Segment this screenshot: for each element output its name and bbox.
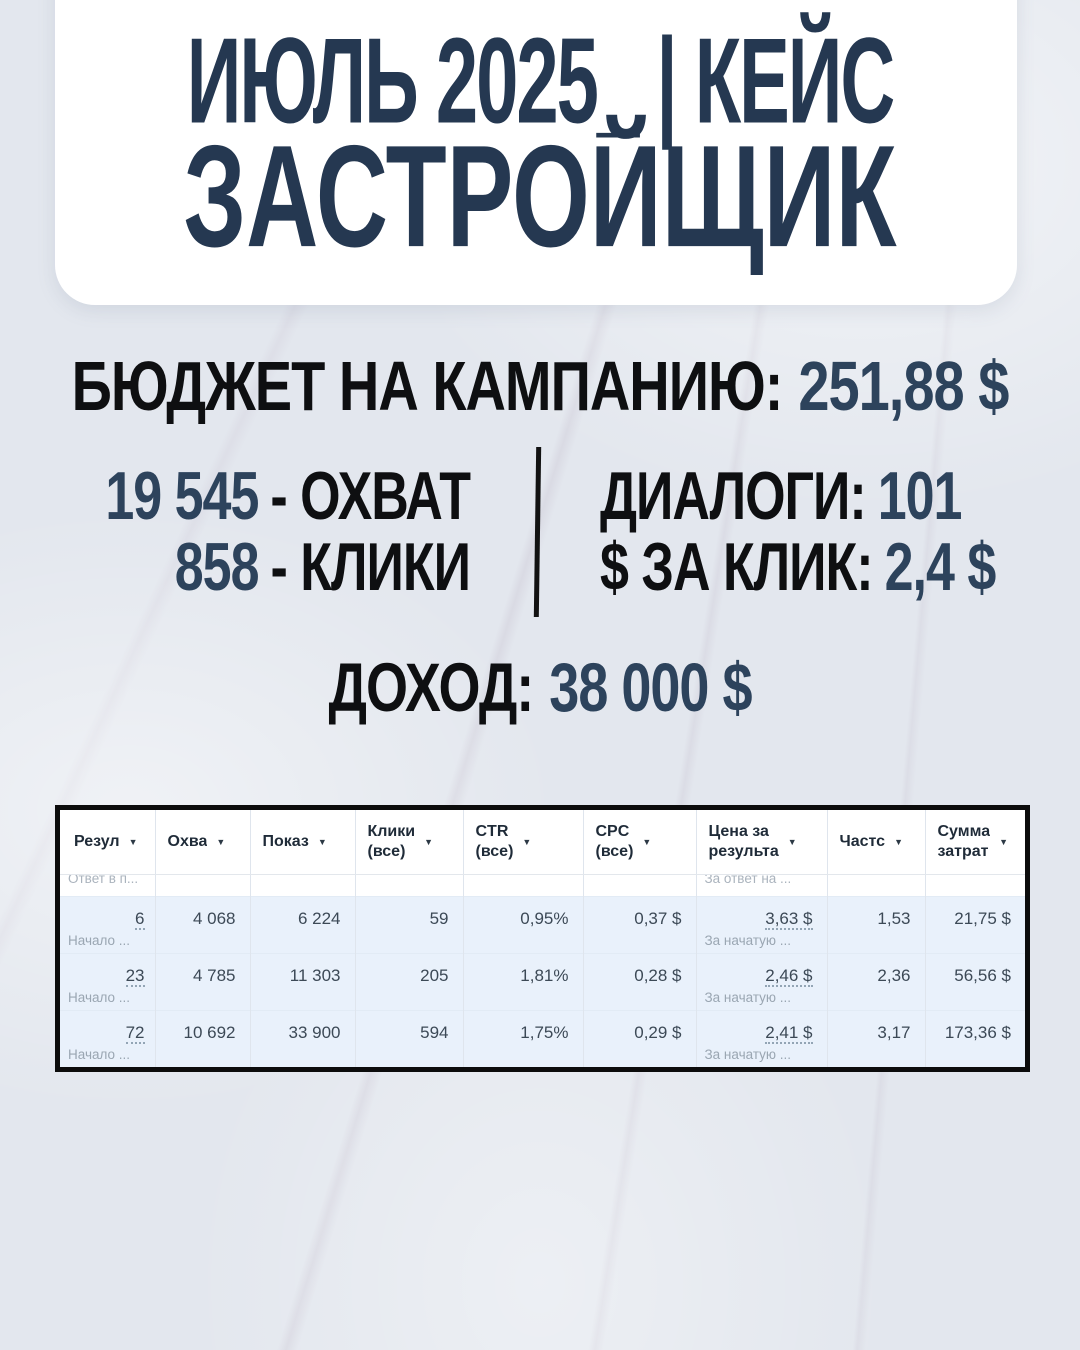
cell-cpc: 0,29 $ (583, 1010, 696, 1067)
cell-reach: 10 692 (155, 1010, 250, 1067)
cell-amount-spent: 21,75 $ (925, 896, 1025, 953)
cell-clicks: 205 (355, 953, 463, 1010)
sort-dropdown-icon[interactable]: ▼ (216, 836, 226, 847)
sort-dropdown-icon[interactable]: ▼ (424, 836, 434, 847)
cpc-label: $ ЗА КЛИК: (600, 530, 873, 606)
cell-cpc: 0,28 $ (583, 953, 696, 1010)
sort-dropdown-icon[interactable]: ▼ (128, 836, 138, 847)
cell-clicks: 59 (355, 896, 463, 953)
results-value: 72 (125, 1022, 145, 1042)
cell-ctr: 1,75% (463, 1010, 583, 1067)
table-row (60, 1010, 1025, 1067)
col-label: Охва (167, 832, 208, 850)
stat-reach (0, 459, 470, 535)
clicks-value: 858 (174, 530, 259, 606)
col-sublabel: результа (708, 842, 779, 860)
cell-frequency: 1,53 (827, 896, 925, 953)
cell-amount-spent: 173,36 $ (925, 1010, 1025, 1067)
cell-clicks: 594 (355, 1010, 463, 1067)
col-header-reach[interactable] (155, 810, 250, 874)
cell-frequency: 2,36 (827, 953, 925, 1010)
cell-impressions: 11 303 (250, 953, 355, 1010)
sort-dropdown-icon[interactable]: ▼ (317, 836, 327, 847)
budget-line (0, 346, 1080, 425)
col-header-cpc[interactable] (583, 810, 696, 874)
cell-impressions: 33 900 (250, 1010, 355, 1067)
col-header-results[interactable] (60, 810, 155, 874)
col-header-amount-spent[interactable] (925, 810, 1025, 874)
cell-ctr: 1,81% (463, 953, 583, 1010)
col-sublabel: (все) (475, 842, 514, 860)
cell-cost-per-result (696, 953, 827, 1010)
cost-per-result-sublabel: За начатую ... (704, 932, 792, 948)
clipped-price-label: За ответ на ... (704, 874, 792, 886)
table-row (60, 953, 1025, 1010)
col-label: Клики (367, 822, 416, 840)
cost-per-result-value: 3,63 $ (765, 908, 813, 928)
stat-dialogs (600, 459, 962, 535)
sort-dropdown-icon[interactable]: ▼ (894, 836, 903, 847)
reach-label: - ОХВАТ (270, 459, 470, 535)
col-label: CTR (475, 822, 509, 840)
table-row (60, 896, 1025, 953)
stat-clicks (0, 530, 470, 606)
cell-cost-per-result (696, 896, 827, 953)
col-sublabel: затрат (937, 842, 989, 860)
clicks-label: - КЛИКИ (270, 530, 470, 606)
cell-amount-spent: 56,56 $ (925, 953, 1025, 1010)
cost-per-result-value: 2,46 $ (765, 965, 813, 985)
sort-dropdown-icon[interactable]: ▼ (642, 836, 652, 847)
dialogs-label: ДИАЛОГИ: (600, 459, 866, 535)
budget-value: 251,88 $ (798, 346, 1009, 425)
ads-table (55, 805, 1030, 1072)
col-header-cost-per-result[interactable] (696, 810, 827, 874)
cell-results (60, 1010, 155, 1067)
results-value: 23 (125, 965, 145, 985)
table-header-row (60, 810, 1025, 874)
results-sublabel: Начало ... (68, 1046, 131, 1062)
title-month-case: ИЮЛЬ 2025_ | КЕЙС (186, 13, 894, 150)
clipped-result-label: Ответ в п... (68, 874, 139, 886)
cell-reach: 4 068 (155, 896, 250, 953)
results-sublabel: Начало ... (68, 989, 131, 1005)
cost-per-result-sublabel: За начатую ... (704, 1046, 792, 1062)
sort-dropdown-icon[interactable]: ▼ (787, 836, 797, 847)
cell-cpc: 0,37 $ (583, 896, 696, 953)
col-sublabel: (все) (367, 842, 406, 860)
cost-per-result-sublabel: За начатую ... (704, 989, 792, 1005)
col-label: Частс (839, 832, 886, 850)
col-sublabel: (все) (595, 842, 634, 860)
cell-frequency: 3,17 (827, 1010, 925, 1067)
col-label: Показ (262, 832, 309, 850)
dialogs-value: 101 (877, 459, 962, 535)
title-developer: ЗАСТРОЙЩИК (183, 115, 897, 278)
stats-vertical-divider (534, 447, 541, 617)
poster-title-line1 (0, 13, 1080, 150)
budget-label: БЮДЖЕТ НА КАМПАНИЮ: (71, 346, 783, 425)
col-label: Цена за (708, 822, 769, 840)
results-sublabel: Начало ... (68, 932, 131, 948)
cpc-value: 2,4 $ (884, 530, 996, 606)
reach-value: 19 545 (105, 459, 259, 535)
cell-cost-per-result (696, 1010, 827, 1067)
table-row-clipped (60, 874, 1025, 896)
cell-results (60, 953, 155, 1010)
poster-title-line2 (0, 115, 1080, 278)
income-value: 38 000 $ (549, 649, 752, 727)
cell-impressions: 6 224 (250, 896, 355, 953)
cell-ctr: 0,95% (463, 896, 583, 953)
col-header-frequency[interactable] (827, 810, 925, 874)
cell-reach: 4 785 (155, 953, 250, 1010)
results-value: 6 (135, 908, 145, 928)
col-label: Резул (74, 832, 120, 850)
col-header-ctr[interactable] (463, 810, 583, 874)
col-label: CPC (595, 822, 630, 840)
income-line (0, 649, 1080, 727)
col-header-clicks[interactable] (355, 810, 463, 874)
sort-dropdown-icon[interactable]: ▼ (999, 836, 1009, 847)
col-header-impressions[interactable] (250, 810, 355, 874)
stat-cost-per-click (600, 530, 996, 606)
income-label: ДОХОД: (328, 649, 534, 727)
cell-results (60, 896, 155, 953)
sort-dropdown-icon[interactable]: ▼ (522, 836, 532, 847)
col-label: Сумма (937, 822, 991, 840)
cost-per-result-value: 2,41 $ (765, 1022, 813, 1042)
